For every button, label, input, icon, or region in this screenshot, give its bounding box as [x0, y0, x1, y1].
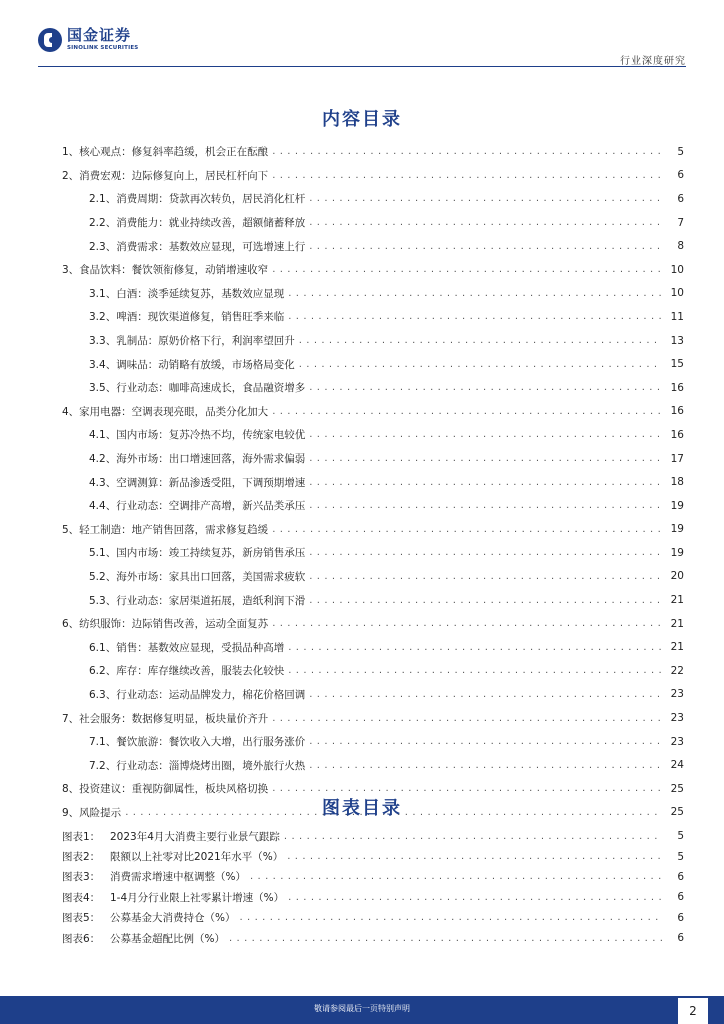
toc-leader-dots — [272, 146, 662, 157]
report-type: 行业深度研究 — [620, 56, 686, 67]
toc-entry[interactable] — [62, 258, 684, 282]
toc-entry-page: 21 — [670, 617, 684, 630]
toc-entry[interactable] — [62, 447, 684, 471]
toc-entry[interactable] — [62, 211, 684, 235]
toc-entry-page: 23 — [670, 688, 684, 701]
figure-entry-label: 图表3： — [62, 871, 101, 884]
toc-entry-page: 11 — [670, 310, 684, 323]
toc-entry[interactable] — [62, 352, 684, 376]
toc-entry[interactable] — [62, 659, 684, 683]
toc-entry[interactable] — [62, 282, 684, 306]
toc-leader-dots — [272, 170, 662, 181]
toc-entry-page: 16 — [670, 428, 684, 441]
logo-name-en: SINOLINK SECURITIES — [67, 45, 139, 52]
toc-entry-label: 7、社会服务：数据修复明显，板块量价齐升 — [62, 712, 269, 725]
toc-leader-dots — [309, 689, 662, 700]
company-logo — [38, 28, 138, 52]
toc-leader-dots — [309, 500, 662, 511]
figure-entry-label: 图表5： — [62, 912, 101, 925]
figure-index-title: 图表目录 — [322, 798, 402, 819]
figure-entry[interactable] — [62, 826, 684, 846]
toc-entry-label: 7.2、行业动态：淄博烧烤出圈，境外旅行火热 — [89, 759, 306, 772]
toc-leader-dots — [299, 359, 662, 370]
toc-leader-dots — [272, 264, 662, 275]
toc-leader-dots — [272, 713, 662, 724]
toc-entry-label: 2.1、消费周期：贷款再次转负，居民消化杠杆 — [89, 193, 306, 206]
toc-entry-page: 19 — [670, 523, 684, 536]
toc-leader-dots — [288, 288, 662, 299]
toc-entry[interactable] — [62, 423, 684, 447]
toc-leader-dots — [309, 477, 662, 488]
toc-entry-page: 25 — [670, 806, 684, 819]
toc-entry[interactable] — [62, 329, 684, 353]
page-number: 2 — [678, 998, 708, 1024]
toc-entry-label: 4.3、空调测算：新品渗透受阻，下调预期增速 — [89, 476, 306, 489]
toc-entry-page: 10 — [670, 263, 684, 276]
toc-entry-page: 16 — [670, 381, 684, 394]
toc-entry-page: 7 — [677, 216, 684, 229]
header-divider — [38, 66, 686, 67]
toc-entry-label: 3.5、行业动态：咖啡高速成长，食品融资增多 — [89, 382, 306, 395]
figure-leader-dots — [284, 831, 662, 842]
toc-entry-page: 19 — [670, 546, 684, 559]
toc-entry-page: 19 — [670, 499, 684, 512]
toc-entry[interactable] — [62, 635, 684, 659]
toc-entry-page: 21 — [670, 641, 684, 654]
toc-entry-label: 3.1、白酒：淡季延续复苏，基数效应显现 — [89, 287, 285, 300]
toc-entry[interactable] — [62, 683, 684, 707]
toc-entry[interactable] — [62, 187, 684, 211]
toc-leader-dots — [309, 217, 662, 228]
table-of-contents — [62, 140, 684, 824]
toc-entry[interactable] — [62, 518, 684, 542]
toc-entry-page: 17 — [670, 452, 684, 465]
toc-entry[interactable] — [62, 753, 684, 777]
toc-entry[interactable] — [62, 730, 684, 754]
toc-entry-label: 3.3、乳制品：原奶价格下行，利润率望回升 — [89, 335, 295, 348]
toc-entry-label: 1、核心观点：修复斜率趋缓，机会正在酝酿 — [62, 146, 269, 159]
toc-entry-page: 23 — [670, 712, 684, 725]
toc-leader-dots — [272, 783, 662, 794]
toc-leader-dots — [309, 382, 662, 393]
figure-entry[interactable] — [62, 887, 684, 907]
toc-leader-dots — [309, 760, 662, 771]
toc-entry-label: 4、家用电器：空调表现亮眼，品类分化加大 — [62, 405, 269, 418]
toc-entry-label: 7.1、餐饮旅游：餐饮收入大增，出行服务涨价 — [89, 736, 306, 749]
figure-entry-label: 图表1： — [62, 830, 101, 843]
figure-leader-dots — [229, 933, 662, 944]
figure-index — [62, 826, 684, 948]
figure-entry-label: 图表4： — [62, 891, 101, 904]
toc-entry-page: 24 — [670, 759, 684, 772]
toc-entry-label: 6.1、销售：基数效应显现，受损品种高增 — [89, 641, 285, 654]
toc-entry-page: 8 — [677, 240, 684, 253]
logo-icon — [38, 28, 62, 52]
figure-entry-title: 2023年4月大消费主要行业景气跟踪 — [110, 830, 280, 843]
figure-entry-page: 5 — [677, 850, 684, 863]
figure-entry-page: 6 — [677, 870, 684, 883]
toc-entry-label: 2.2、消费能力：就业持续改善，超额储蓄释放 — [89, 217, 306, 230]
toc-entry[interactable] — [62, 565, 684, 589]
toc-entry-label: 5.2、海外市场：家具出口回落，美国需求疲软 — [89, 570, 306, 583]
toc-entry-page: 22 — [670, 664, 684, 677]
toc-leader-dots — [272, 406, 662, 417]
toc-leader-dots — [288, 665, 662, 676]
toc-leader-dots — [288, 311, 662, 322]
figure-leader-dots — [287, 851, 662, 862]
toc-entry-label: 4.2、海外市场：出口增速回落，海外需求偏弱 — [89, 453, 306, 466]
toc-leader-dots — [309, 736, 662, 747]
toc-leader-dots — [309, 193, 662, 204]
toc-entry-label: 9、风险提示 — [62, 806, 122, 819]
toc-title: 内容目录 — [322, 109, 402, 130]
figure-entry[interactable] — [62, 928, 684, 948]
toc-entry[interactable] — [62, 541, 684, 565]
toc-entry-label: 4.1、国内市场：复苏冷热不均，传统家电较优 — [89, 429, 306, 442]
toc-entry-page: 13 — [670, 334, 684, 347]
figure-leader-dots — [250, 871, 662, 882]
toc-entry-label: 6.3、行业动态：运动品牌发力，棉花价格回调 — [89, 688, 306, 701]
toc-entry-label: 3.2、啤酒：现饮渠道修复，销售旺季来临 — [89, 311, 285, 324]
toc-entry-page: 10 — [670, 287, 684, 300]
toc-entry-label: 5.3、行业动态：家居渠道拓展，造纸利润下滑 — [89, 594, 306, 607]
toc-entry-page: 23 — [670, 735, 684, 748]
toc-entry[interactable] — [62, 305, 684, 329]
toc-entry-page: 6 — [677, 169, 684, 182]
toc-entry-label: 6、纺织服饰：边际销售改善，运动全面复苏 — [62, 618, 269, 631]
toc-entry-label: 6.2、库存：库存继续改善，服装去化较快 — [89, 665, 285, 678]
toc-entry-label: 4.4、行业动态：空调排产高增，新兴品类承压 — [89, 500, 306, 513]
footer-disclaimer: 敬请参阅最后一页特别声明 — [314, 1004, 410, 1013]
figure-entry-label: 图表6： — [62, 932, 101, 945]
toc-entry[interactable] — [62, 494, 684, 518]
toc-leader-dots — [309, 429, 662, 440]
toc-leader-dots — [272, 524, 662, 535]
toc-entry[interactable] — [62, 376, 684, 400]
toc-entry-page: 16 — [670, 405, 684, 418]
toc-entry[interactable] — [62, 470, 684, 494]
toc-entry-page: 5 — [677, 145, 684, 158]
toc-entry[interactable] — [62, 140, 684, 164]
figure-leader-dots — [288, 892, 662, 903]
toc-leader-dots — [309, 595, 662, 606]
toc-entry[interactable] — [62, 588, 684, 612]
toc-entry[interactable] — [62, 612, 684, 636]
toc-entry-page: 15 — [670, 358, 684, 371]
toc-leader-dots — [299, 335, 662, 346]
toc-leader-dots — [309, 453, 662, 464]
toc-entry-page: 20 — [670, 570, 684, 583]
toc-entry-page: 25 — [670, 782, 684, 795]
toc-entry-label: 2.3、消费需求：基数效应显现，可选增速上行 — [89, 240, 306, 253]
figure-entry[interactable] — [62, 908, 684, 928]
toc-leader-dots — [309, 241, 662, 252]
toc-leader-dots — [309, 547, 662, 558]
figure-entry-page: 5 — [677, 830, 684, 843]
page-header — [0, 0, 724, 70]
figure-entry[interactable] — [62, 867, 684, 887]
toc-leader-dots — [272, 618, 662, 629]
toc-entry[interactable] — [62, 234, 684, 258]
toc-entry-label: 5、轻工制造：地产销售回落，需求修复趋缓 — [62, 523, 269, 536]
toc-leader-dots — [288, 642, 662, 653]
figure-entry-title: 消费需求增速中枢调整（%） — [110, 871, 246, 884]
toc-entry-label: 3.4、调味品：动销略有放缓，市场格局变化 — [89, 358, 295, 371]
toc-entry-label: 5.1、国内市场：竣工持续复苏，新房销售承压 — [89, 547, 306, 560]
toc-entry[interactable] — [62, 706, 684, 730]
toc-leader-dots — [309, 571, 662, 582]
figure-entry-page: 6 — [677, 932, 684, 945]
toc-entry-page: 21 — [670, 594, 684, 607]
figure-entry-title: 限额以上社零对比2021年水平（%） — [110, 851, 284, 864]
toc-entry-label: 3、食品饮料：餐饮领衔修复，动销增速收窄 — [62, 264, 269, 277]
toc-entry-label: 2、消费宏观：边际修复向上，居民杠杆向下 — [62, 169, 269, 182]
toc-entry[interactable] — [62, 164, 684, 188]
toc-entry-page: 18 — [670, 476, 684, 489]
figure-entry-title: 1-4月分行业限上社零累计增速（%） — [110, 891, 285, 904]
figure-entry-title: 公募基金大消费持仓（%） — [110, 912, 236, 925]
figure-entry-page: 6 — [677, 911, 684, 924]
figure-entry-page: 6 — [677, 891, 684, 904]
figure-entry[interactable] — [62, 846, 684, 866]
figure-leader-dots — [239, 912, 662, 923]
toc-entry-page: 6 — [677, 192, 684, 205]
toc-entry-label: 8、投资建议：重视防御属性，板块风格切换 — [62, 783, 269, 796]
figure-entry-label: 图表2： — [62, 851, 101, 864]
figure-entry-title: 公募基金超配比例（%） — [110, 932, 225, 945]
logo-name-cn: 国金证券 — [67, 26, 132, 45]
toc-entry[interactable] — [62, 400, 684, 424]
